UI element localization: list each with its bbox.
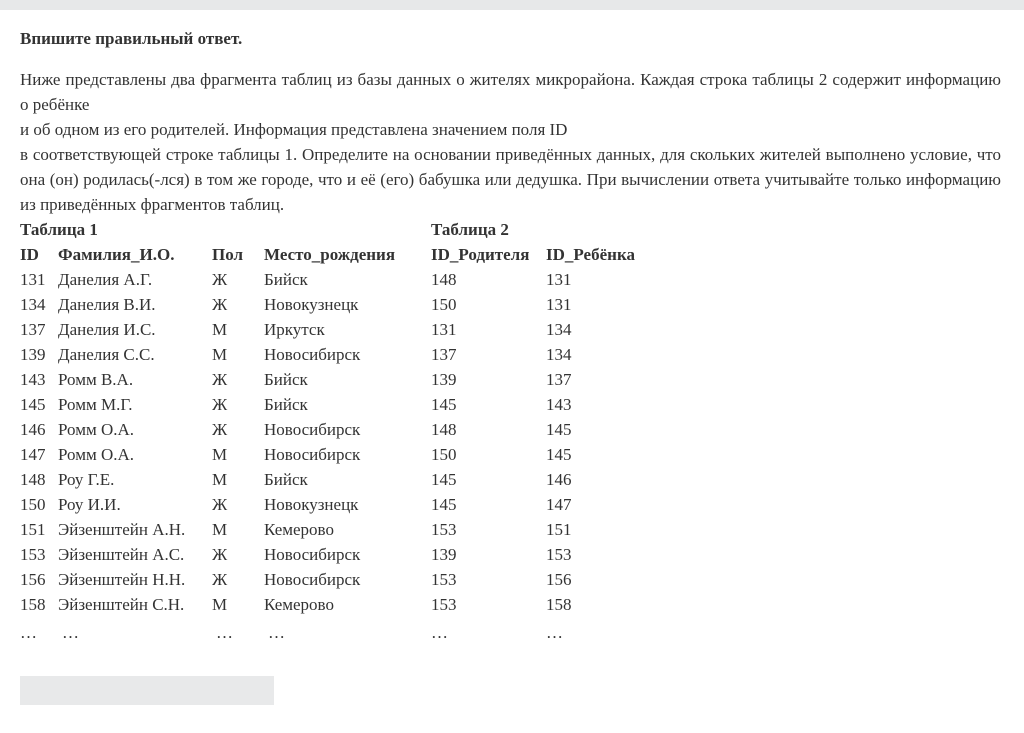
table1-cell-birthplace: Новокузнецк — [264, 295, 359, 314]
table2-cell-parent-id: 153 — [431, 520, 457, 539]
table1-cell-id: 148 — [20, 470, 46, 489]
task-paragraph-3: в соответствующей строке таблицы 1. Определите на основании приведённых данных, для скольких жителей выполнено условие, что она (он) родилась(-лся) в том же городе, что и её (его) бабушка или дедушка. При вычислении ответа учитывайте только информацию из приведённых фрагментов таблиц. — [20, 145, 1001, 214]
table1-cell-birthplace: Бийск — [264, 370, 308, 389]
table1-header-id: ID — [20, 245, 39, 264]
table2-cell-parent-id: 145 — [431, 495, 457, 514]
table1-cell-id: 151 — [20, 520, 46, 539]
table1-cell-id: 139 — [20, 345, 46, 364]
table1-cell-id: 150 — [20, 495, 46, 514]
table1-header-birthplace: Место_рождения — [264, 245, 396, 264]
table2-cell-parent-id: 139 — [431, 545, 457, 564]
table2-cell-parent-id: 148 — [431, 420, 457, 439]
table1-cell-birthplace: Новосибирск — [264, 570, 361, 589]
table1-cell-birthplace: Новосибирск — [264, 420, 361, 439]
table1-cell-id: 131 — [20, 270, 46, 289]
table1-cell-id: … — [20, 623, 37, 642]
table1-cell-sex: М — [212, 445, 228, 464]
table1-cell-sex: Ж — [212, 270, 228, 289]
answer-input[interactable] — [20, 676, 274, 705]
table1-cell-birthplace: Кемерово — [264, 595, 334, 614]
table2-cell-child-id: 151 — [546, 520, 572, 539]
table1-cell-birthplace: … — [268, 623, 285, 642]
tables-area — [20, 217, 1001, 647]
table1-cell-name: Эйзенштейн С.Н. — [58, 595, 185, 614]
table2-cell-child-id: 147 — [546, 495, 572, 514]
table1-cell-sex: Ж — [212, 420, 228, 439]
table1-cell-sex: Ж — [212, 295, 228, 314]
table2-cell-child-id: 131 — [546, 270, 572, 289]
table1-cell-id: 143 — [20, 370, 46, 389]
table2-cell-child-id: … — [546, 623, 563, 642]
table1-cell-id: 145 — [20, 395, 46, 414]
table2-cell-parent-id: 137 — [431, 345, 457, 364]
table2-cell-parent-id: 139 — [431, 370, 457, 389]
table2-cell-parent-id: 150 — [431, 445, 457, 464]
table2-cell-child-id: 145 — [546, 445, 572, 464]
task-paragraph-1: Ниже представлены два фрагмента таблиц из базы данных о жителях микрорайона. Каждая строка таблицы 2 содержит информацию о ребёнке — [20, 70, 1001, 114]
task-instruction: Впишите правильный ответ. — [20, 29, 243, 48]
table1-cell-name: Эйзенштейн А.Н. — [58, 520, 186, 539]
table1-cell-name: Данелия С.С. — [58, 345, 155, 364]
table1-cell-id: 146 — [20, 420, 46, 439]
table1-cell-id: 156 — [20, 570, 46, 589]
table2-cell-parent-id: 145 — [431, 470, 457, 489]
table1-cell-name: Роу Г.Е. — [58, 470, 115, 489]
table2-cell-child-id: 153 — [546, 545, 572, 564]
table1-cell-name: Эйзенштейн А.С. — [58, 545, 185, 564]
table1-cell-name: Данелия И.С. — [58, 320, 156, 339]
table1-cell-name: Данелия В.И. — [58, 295, 156, 314]
table2-cell-parent-id: 150 — [431, 295, 457, 314]
table1-cell-sex: М — [212, 345, 228, 364]
table1-cell-birthplace: Новокузнецк — [264, 495, 359, 514]
table1-cell-birthplace: Бийск — [264, 270, 308, 289]
table2-cell-child-id: 156 — [546, 570, 572, 589]
table1-cell-id: 134 — [20, 295, 46, 314]
table1-cell-birthplace: Новосибирск — [264, 445, 361, 464]
table1-header-sex: Пол — [212, 245, 244, 264]
table1-cell-id: 158 — [20, 595, 46, 614]
table2-cell-parent-id: 153 — [431, 570, 457, 589]
table1-cell-sex: М — [212, 520, 228, 539]
table2-cell-child-id: 134 — [546, 345, 572, 364]
table1-cell-sex: М — [212, 470, 228, 489]
table1-cell-birthplace: Бийск — [264, 395, 308, 414]
table1-cell-sex: Ж — [212, 370, 228, 389]
table1-cell-birthplace: Новосибирск — [264, 345, 361, 364]
table2-cell-child-id: 143 — [546, 395, 572, 414]
table1-cell-name: Ромм О.А. — [58, 420, 135, 439]
table2-cell-child-id: 137 — [546, 370, 572, 389]
table1-cell-sex: М — [212, 595, 228, 614]
table1-cell-id: 137 — [20, 320, 46, 339]
table2-header-child-id: ID_Ребёнка — [546, 245, 635, 264]
table1-cell-id: 153 — [20, 545, 46, 564]
table1-cell-birthplace: Кемерово — [264, 520, 334, 539]
table1-cell-sex: … — [216, 623, 233, 642]
table2-cell-child-id: 131 — [546, 295, 572, 314]
table1-cell-id: 147 — [20, 445, 46, 464]
table1-cell-birthplace: Новосибирск — [264, 545, 361, 564]
table1-cell-name: Роу И.И. — [58, 495, 121, 514]
task-content — [20, 26, 1001, 647]
table1-cell-birthplace: Бийск — [264, 470, 308, 489]
task-paragraph-2: и об одном из его родителей. Информация представлена значением поля ID — [20, 120, 568, 139]
table1-cell-sex: Ж — [212, 495, 228, 514]
table1-caption: Таблица 1 — [20, 220, 98, 239]
table1-cell-sex: Ж — [212, 545, 228, 564]
table1-cell-sex: М — [212, 320, 228, 339]
table1-cell-name: Ромм В.А. — [58, 370, 134, 389]
table2-cell-child-id: 134 — [546, 320, 572, 339]
table2-header-parent-id: ID_Родителя — [431, 245, 530, 264]
table1-cell-sex: Ж — [212, 570, 228, 589]
table2-cell-child-id: 158 — [546, 595, 572, 614]
top-bar — [0, 0, 1024, 10]
table1-cell-name: Эйзенштейн Н.Н. — [58, 570, 186, 589]
table2-cell-parent-id: 153 — [431, 595, 457, 614]
table1-cell-sex: Ж — [212, 395, 228, 414]
table1-cell-birthplace: Иркутск — [264, 320, 325, 339]
table2-caption: Таблица 2 — [431, 220, 509, 239]
table1-cell-name: … — [62, 623, 79, 642]
table1-cell-name: Данелия А.Г. — [58, 270, 153, 289]
table2-cell-parent-id: 148 — [431, 270, 457, 289]
table1-header-name: Фамилия_И.О. — [58, 245, 175, 264]
table2-cell-child-id: 146 — [546, 470, 572, 489]
table1-cell-name: Ромм О.А. — [58, 445, 135, 464]
table2-cell-parent-id: 131 — [431, 320, 457, 339]
table2-cell-parent-id: … — [431, 623, 448, 642]
table2-cell-child-id: 145 — [546, 420, 572, 439]
table1-cell-name: Ромм М.Г. — [58, 395, 133, 414]
table2-cell-parent-id: 145 — [431, 395, 457, 414]
